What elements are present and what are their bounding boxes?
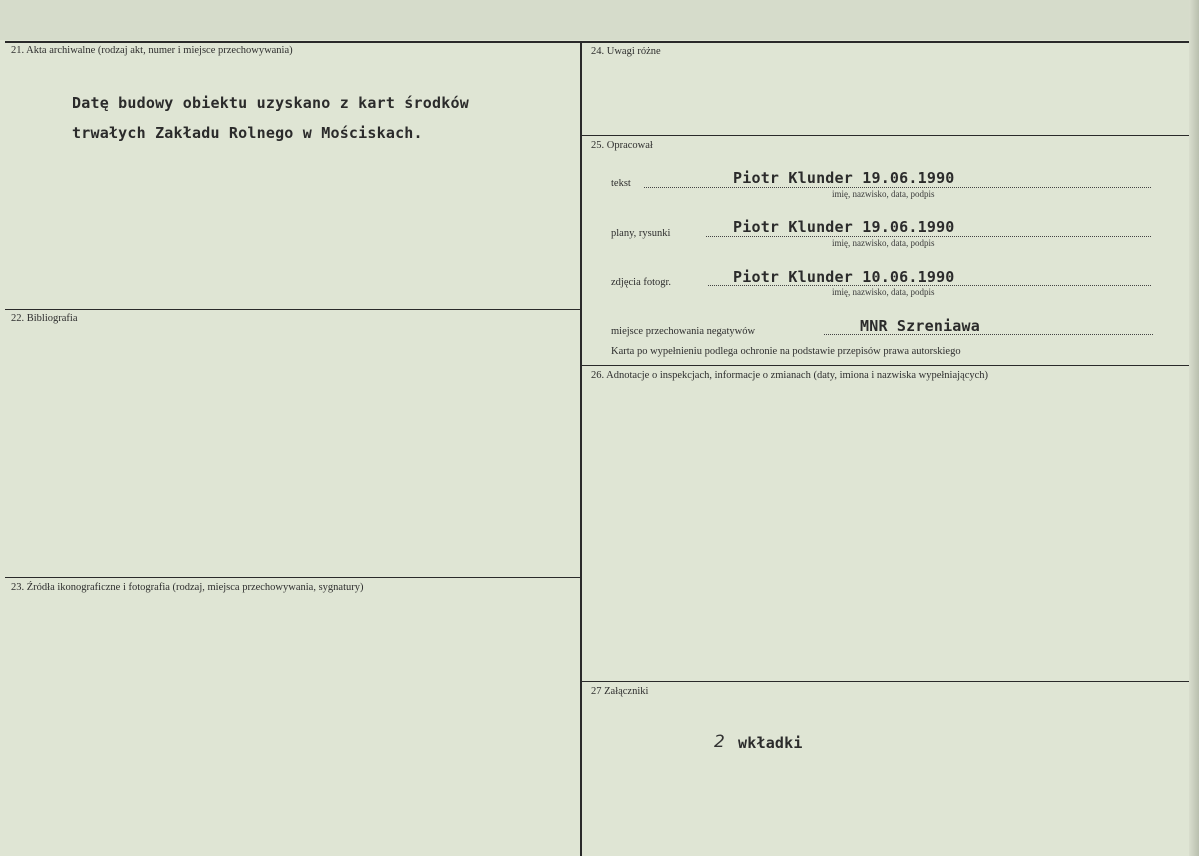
authored-photos-value: Piotr Klunder 10.06.1990: [733, 268, 955, 286]
section-21-text-line-1: Datę budowy obiektu uzyskano z kart środków: [72, 94, 469, 112]
section-21-label: 21. Akta archiwalne (rodzaj akt, numer i miejsce przechowywania): [11, 45, 293, 56]
section-21-text-line-2: trwałych Zakładu Rolnego w Mościskach.: [72, 124, 423, 142]
negatives-label: miejsce przechowania negatywów: [611, 326, 756, 337]
authored-plans-caption: imię, nazwisko, data, podpis: [832, 238, 935, 248]
divider-21-22: [5, 309, 580, 310]
section-23-label: 23. Źródła ikonograficzne i fotografia (rodzaj, miejsca przechowywania, sygnatury): [11, 582, 364, 593]
section-27-label: 27 Załączniki: [591, 686, 649, 697]
section-25-label: 25. Opracował: [591, 140, 653, 151]
attachments-count-handwritten: 2: [714, 732, 725, 752]
divider-24-25: [582, 135, 1189, 136]
negatives-value: MNR Szreniawa: [860, 317, 980, 335]
divider-22-23: [5, 577, 580, 578]
section-26-label: 26. Adnotacje o inspekcjach, informacje o zmianach (daty, imiona i nazwiska wypełniających): [591, 370, 989, 381]
divider-26-27: [582, 681, 1189, 682]
top-rule: [5, 41, 1189, 43]
authored-photos-label: zdjęcia fotogr.: [611, 277, 672, 288]
authored-text-value: Piotr Klunder 19.06.1990: [733, 169, 955, 187]
section-24-label: 24. Uwagi różne: [591, 46, 661, 57]
authored-text-label: tekst: [611, 178, 631, 189]
authored-plans-value: Piotr Klunder 19.06.1990: [733, 218, 955, 236]
center-divider: [580, 41, 582, 856]
copyright-note: Karta po wypełnieniu podlega ochronie na podstawie przepisów prawa autorskiego: [611, 346, 961, 357]
authored-plans-line: [706, 236, 1151, 237]
card-top-edge: [0, 0, 1199, 40]
card-right-edge: [1189, 0, 1199, 856]
section-22-label: 22. Bibliografia: [11, 313, 78, 324]
attachments-value: wkładki: [738, 734, 803, 752]
authored-plans-label: plany, rysunki: [611, 228, 671, 239]
authored-text-line: [644, 187, 1151, 188]
divider-25-26: [582, 365, 1189, 366]
authored-photos-caption: imię, nazwisko, data, podpis: [832, 287, 935, 297]
authored-text-caption: imię, nazwisko, data, podpis: [832, 189, 935, 199]
